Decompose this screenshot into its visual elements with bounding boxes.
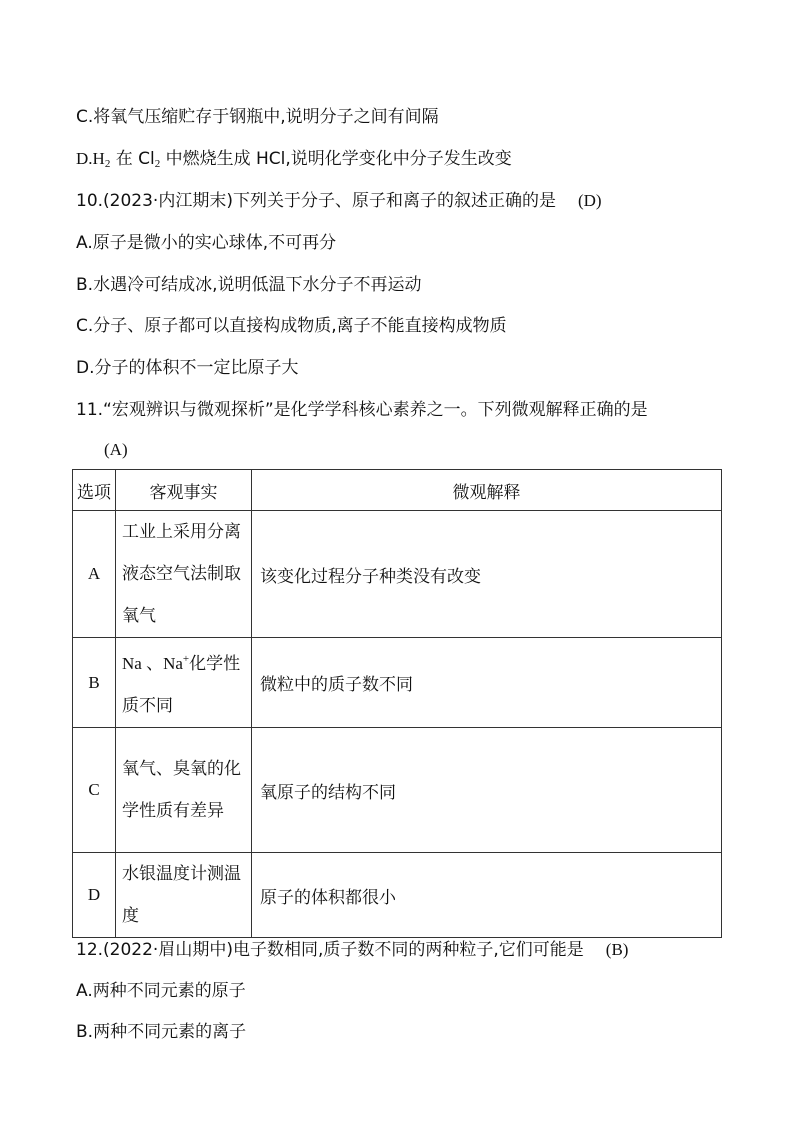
table-row: [73, 638, 722, 728]
row-explanation: 该变化过程分子种类没有改变: [252, 511, 722, 638]
table-header-row: [73, 470, 722, 511]
q12-stem-text: 12.(2022·眉山期中)电子数相同,质子数不同的两种粒子,它们可能是: [76, 940, 584, 960]
q9-option-d-subscript-2: 2: [154, 158, 161, 170]
row-explanation: 氧原子的结构不同: [252, 728, 722, 853]
q11-stem: 11.“宏观辨识与微观探析”是化学学科核心素养之一。下列微观解释正确的是: [76, 400, 648, 420]
q11-answer: (A): [104, 440, 128, 459]
row-fact-superscript: +: [182, 653, 190, 665]
row-fact: 水银温度计测温度: [116, 853, 252, 938]
header-fact: 客观事实: [116, 470, 252, 511]
row-option: C: [73, 728, 116, 853]
q10-option-a: A.原子是微小的实心球体,不可再分: [76, 233, 337, 253]
header-explanation: 微观解释: [252, 470, 722, 511]
row-option: A: [73, 511, 116, 638]
q11-table: [72, 469, 722, 938]
q9-option-d: [76, 148, 512, 175]
q12-answer: (B): [605, 940, 629, 959]
row-fact: 氧气、臭氧的化学性质有差异: [116, 728, 252, 853]
header-option: 选项: [73, 470, 116, 511]
table-row: [73, 853, 722, 938]
q12-option-b: B.两种不同元素的离子: [76, 1022, 247, 1042]
q9-option-c: C.将氧气压缩贮存于钢瓶中,说明分子之间有间隔: [76, 107, 439, 127]
q10-option-d: D.分子的体积不一定比原子大: [76, 358, 299, 378]
q10-option-c: C.分子、原子都可以直接构成物质,离子不能直接构成物质: [76, 316, 507, 336]
q9-option-d-subscript-1: 2: [104, 158, 111, 170]
row-fact: 工业上采用分离液态空气法制取氧气: [116, 511, 252, 638]
q9-option-d-mid: 在 Cl: [110, 149, 155, 169]
row-fact: [116, 638, 252, 728]
q9-option-d-prefix: D.H: [76, 149, 105, 168]
q12-option-a: A.两种不同元素的原子: [76, 981, 246, 1001]
row-fact-prefix: Na 、Na: [122, 654, 183, 673]
q10-answer: (D): [577, 191, 602, 210]
q10-option-b: B.水遇冷可结成冰,说明低温下水分子不再运动: [76, 275, 422, 295]
q12-stem: [76, 939, 628, 961]
q10-stem: [76, 190, 602, 212]
table-row: [73, 511, 722, 638]
row-explanation: 微粒中的质子数不同: [252, 638, 722, 728]
row-explanation: 原子的体积都很小: [252, 853, 722, 938]
row-fact-suffix: 化学性质不同: [122, 654, 241, 716]
row-option: D: [73, 853, 116, 938]
q9-option-d-rest: 中燃烧生成 HCl,说明化学变化中分子发生改变: [160, 149, 512, 169]
table-row: [73, 728, 722, 853]
q10-stem-text: 10.(2023·内江期末)下列关于分子、原子和离子的叙述正确的是: [76, 191, 556, 211]
row-option: B: [73, 638, 116, 728]
